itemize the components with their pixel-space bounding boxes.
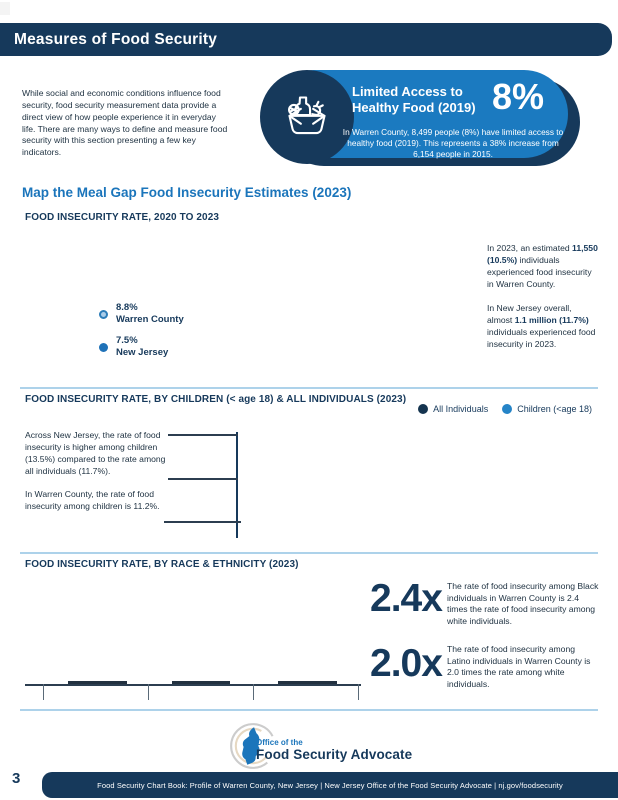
logo-text [256,738,412,762]
chart3-axis-tick [148,684,149,700]
logo-line-2: Food Security Advocate [256,746,413,762]
chart3-axis-tick [253,684,254,700]
chart3-axis-tick [43,684,44,700]
callout-body-text: In Warren County, 8,499 people (8%) have limited access to healthy food (2019). This represents a 38% increase from 6,154 people in 2015. [342,127,564,159]
limited-access-callout [260,70,582,168]
chart3-bar-base [278,681,337,684]
chart3-bar-base [68,681,127,684]
food-basket-icon [279,87,335,148]
children-dot-icon [502,404,512,414]
footer-text: Food Security Chart Book: Profile of Warren County, New Jersey | New Jersey Office of the Food Security Advocate | nj.gov/foodsecurity [97,780,563,790]
section-heading-meal-gap: Map the Meal Gap Food Insecurity Estimates (2023) [22,185,352,200]
chart3-title: FOOD INSECURITY RATE, BY RACE & ETHNICITY (2023) [25,559,299,570]
section-divider [20,387,598,389]
chart3-axis-tick [358,684,359,700]
series-label-text: 8.8% Warren County [116,302,184,326]
new-jersey-dot-icon [99,343,108,352]
page-title: Measures of Food Security [14,30,218,48]
section-divider [20,552,598,554]
callout-big-stat: 8% [492,76,545,117]
callout-title: Limited Access to Healthy Food (2019) [352,84,476,116]
chart3-bar-base [172,681,230,684]
page-number: 3 [12,770,21,787]
chart2-gridline [168,434,238,436]
legend-item-all-individuals: All Individuals [418,404,488,414]
note-paragraph: In New Jersey overall, almost 1.1 million (11.7%) individuals experienced food insecurity in 2023. [487,303,596,350]
chart1-series-label-nj [99,335,168,360]
chart2-title: FOOD INSECURITY RATE, BY CHILDREN (< age 18) & ALL INDIVIDUALS (2023) [25,394,407,405]
chart3-horizontal-axis [25,684,361,686]
office-logo [228,721,412,776]
page-header-band [0,23,612,56]
chart1-side-notes [487,242,598,350]
page-corner-artifact [0,2,10,15]
stat-multiplier-latino: 2.0x [370,642,442,685]
intro-paragraph: While social and economic conditions influence food security, food security measurement data provide a direct view of how people experience it in everyday life. There are many ways to define and measure food security with this section presenting a few key indicators. [22,88,228,158]
footer-band [42,772,618,798]
chart2-legend [418,404,592,414]
chart1-series-label-warren [99,302,184,327]
chart2-gridline [164,521,241,523]
stat-text-black: The rate of food insecurity among Black individuals in Warren County is 2.4 times the rate of food insecurity among white individuals. [447,581,599,626]
all-individuals-dot-icon [418,404,428,414]
stat-text-latino: The rate of food insecurity among Latino individuals in Warren County is 2.0 times the rate among white individuals. [447,644,591,689]
section-divider [20,709,598,711]
logo-line-1: Office of the [256,737,303,747]
chart2-gridline [168,478,238,480]
chart2-caption: Across New Jersey, the rate of food insecurity is higher among children (13.5%) compared to the rate among all individuals (11.7%). In Warren County, the rate of food insecurity among children is 11.2%. [25,430,166,512]
note-paragraph: In 2023, an estimated 11,550 (10.5%) individuals experienced food insecurity in Warren County. [487,243,598,290]
series-label-text: 7.5% New Jersey [116,335,169,359]
legend-item-children: Children (<age 18) [502,404,592,414]
warren-county-dot-icon [99,310,108,319]
stat-multiplier-black: 2.4x [370,577,442,620]
chart1-title: FOOD INSECURITY RATE, 2020 TO 2023 [25,212,220,223]
